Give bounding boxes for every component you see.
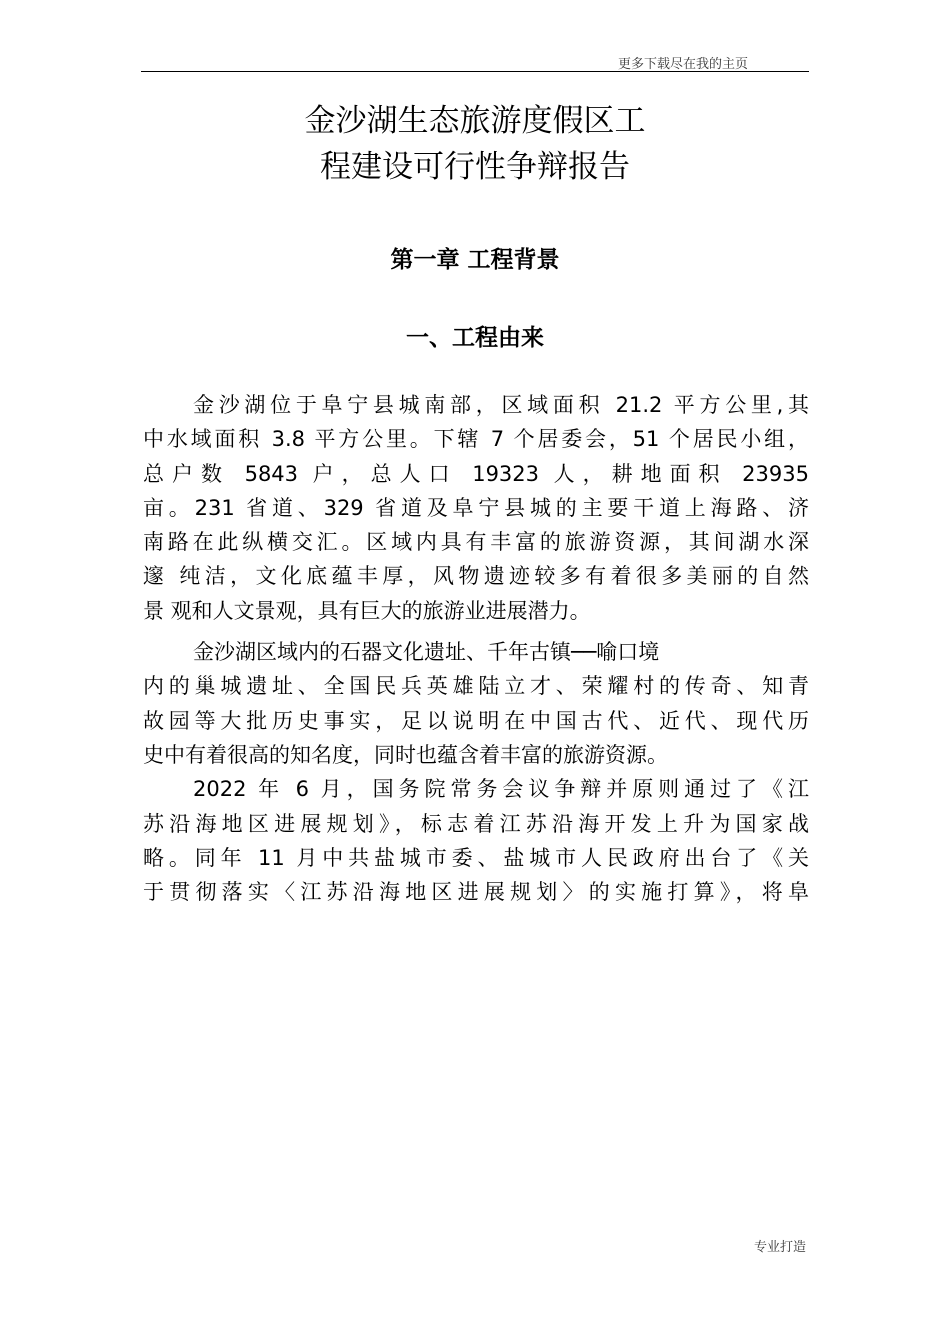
section-heading: 一、工程由来 — [406, 325, 544, 351]
text-line: 略。同年 11 月中共盐城市委、盐城市人民政府出台了《关 — [143, 845, 809, 870]
page-header-text: 更多下载尽在我的主页 — [617, 57, 748, 72]
text-line: 史中有着很高的知名度，同时也蕴含着丰富的旅游资源。 — [143, 742, 668, 767]
text-line: 中水域面积 3.8 平方公里。下辖 7 个居委会，51 个居民小组， — [143, 427, 809, 452]
page-footer-text: 专业打造 — [753, 1240, 806, 1255]
text-line: 景 观和人文景观，具有巨大的旅游业进展潜力。 — [143, 598, 591, 623]
document-title — [141, 98, 809, 190]
title-line: 程建设可行性争辩报告 — [320, 149, 630, 185]
text-line: 邃 纯洁，文化底蕴丰厚，风物遗迹较多有着很多美丽的自然 — [143, 564, 809, 589]
text-line: 2022 年 6 月，国务院常务会议争辩并原则通过了《江 — [193, 777, 809, 802]
paragraph — [143, 388, 809, 628]
text-line: 亩。231 省道、329 省道及阜宁县城的主要干道上海路、济 — [143, 495, 809, 520]
text-line: 南路在此纵横交汇。区域内具有丰富的旅游资源，其间湖水深 — [143, 530, 809, 555]
text-line: 苏沿海地区进展规划》，标志着江苏沿海开发上升为国家战 — [143, 811, 809, 836]
text-line: 金沙湖位于阜宁县城南部，区域面积 21.2 平方公里,其 — [193, 393, 809, 417]
paragraph — [143, 635, 809, 772]
chapter-heading: 第一章 工程背景 — [390, 247, 560, 273]
text-line: 故园等大批历史事实，足以说明在中国古代、近代、现代历 — [143, 708, 809, 733]
title-line: 金沙湖生态旅游度假区工 — [304, 103, 646, 139]
text-line: 金沙湖区域内的石器文化遗址、千年古镇──喻口境 — [193, 640, 660, 665]
header-rule — [141, 71, 809, 72]
text-line: 于贯彻落实〈江苏沿海地区进展规划〉的实施打算》，将阜 — [143, 880, 809, 905]
text-line: 内的巢城遗址、全国民兵英雄陆立才、荣耀村的传奇、知青 — [143, 674, 809, 699]
body-text — [143, 388, 809, 909]
text-line: 总户数 5843 户，总人口 19323 人，耕地面积 23935 — [143, 461, 809, 486]
paragraph — [143, 772, 809, 909]
